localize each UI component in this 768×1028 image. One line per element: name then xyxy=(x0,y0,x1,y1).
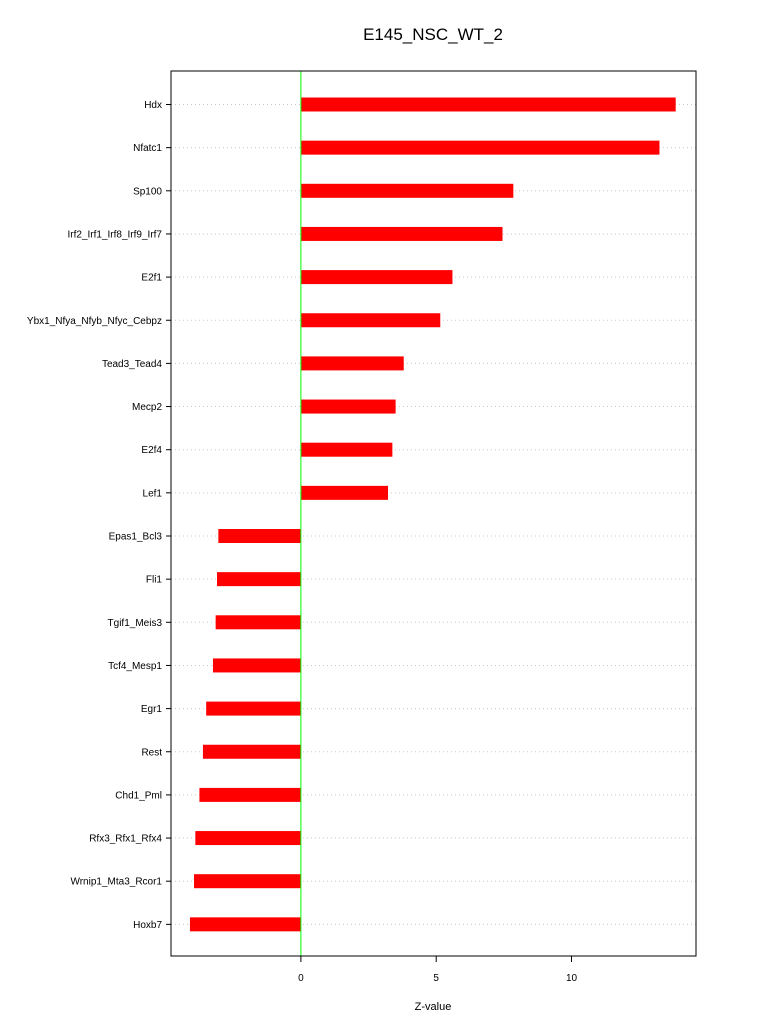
bar xyxy=(217,572,301,586)
category-label: Chd1_Pml xyxy=(115,790,162,802)
bar xyxy=(301,98,676,112)
category-label: Egr1 xyxy=(140,704,162,716)
category-label: Irf2_Irf1_Irf8_Irf9_Irf7 xyxy=(67,229,162,241)
bar xyxy=(301,486,388,500)
category-label: Fli1 xyxy=(145,574,162,586)
category-label: Lef1 xyxy=(142,488,162,500)
bar xyxy=(301,400,396,414)
category-label: E2f4 xyxy=(141,445,162,457)
category-label: E2f1 xyxy=(141,272,162,284)
category-label: Tead3_Tead4 xyxy=(101,358,162,370)
category-label: Sp100 xyxy=(133,186,162,198)
category-label: Hoxb7 xyxy=(133,919,162,931)
bar xyxy=(199,788,300,802)
bar xyxy=(301,270,453,284)
category-label: Wrnip1_Mta3_Rcor1 xyxy=(70,876,162,888)
bar xyxy=(216,615,301,629)
bar xyxy=(301,443,392,457)
x-axis-ticks xyxy=(298,956,577,984)
x-tick-label: 10 xyxy=(565,973,578,984)
bar xyxy=(301,313,440,327)
chart-title: E145_NSC_WT_2 xyxy=(363,25,503,44)
category-labels xyxy=(27,100,171,931)
bar xyxy=(301,227,503,241)
category-label: Mecp2 xyxy=(131,402,162,414)
bar xyxy=(301,184,513,198)
bar xyxy=(203,745,301,759)
category-label: Tgif1_Meis3 xyxy=(107,617,162,629)
bar xyxy=(190,917,301,931)
bar xyxy=(301,141,660,155)
plot-frame xyxy=(171,71,696,956)
bar xyxy=(195,831,301,845)
x-tick-label: 0 xyxy=(298,973,304,984)
category-label: Tcf4_Mesp1 xyxy=(108,660,162,672)
category-label: Rfx3_Rfx1_Rfx4 xyxy=(89,833,162,845)
bar xyxy=(213,658,301,672)
category-label: Ybx1_Nfya_Nfyb_Nfyc_Cebpz xyxy=(26,315,162,327)
category-label: Rest xyxy=(141,747,162,759)
x-axis-label: Z-value xyxy=(414,1001,452,1013)
category-label: Hdx xyxy=(144,100,162,111)
category-label: Epas1_Bcl3 xyxy=(108,531,162,543)
category-label: Nfatc1 xyxy=(133,143,162,155)
bar xyxy=(194,874,301,888)
x-tick-label: 5 xyxy=(433,973,439,984)
bar xyxy=(301,356,404,370)
bar xyxy=(218,529,301,543)
bars xyxy=(190,98,676,932)
bar xyxy=(206,702,301,716)
